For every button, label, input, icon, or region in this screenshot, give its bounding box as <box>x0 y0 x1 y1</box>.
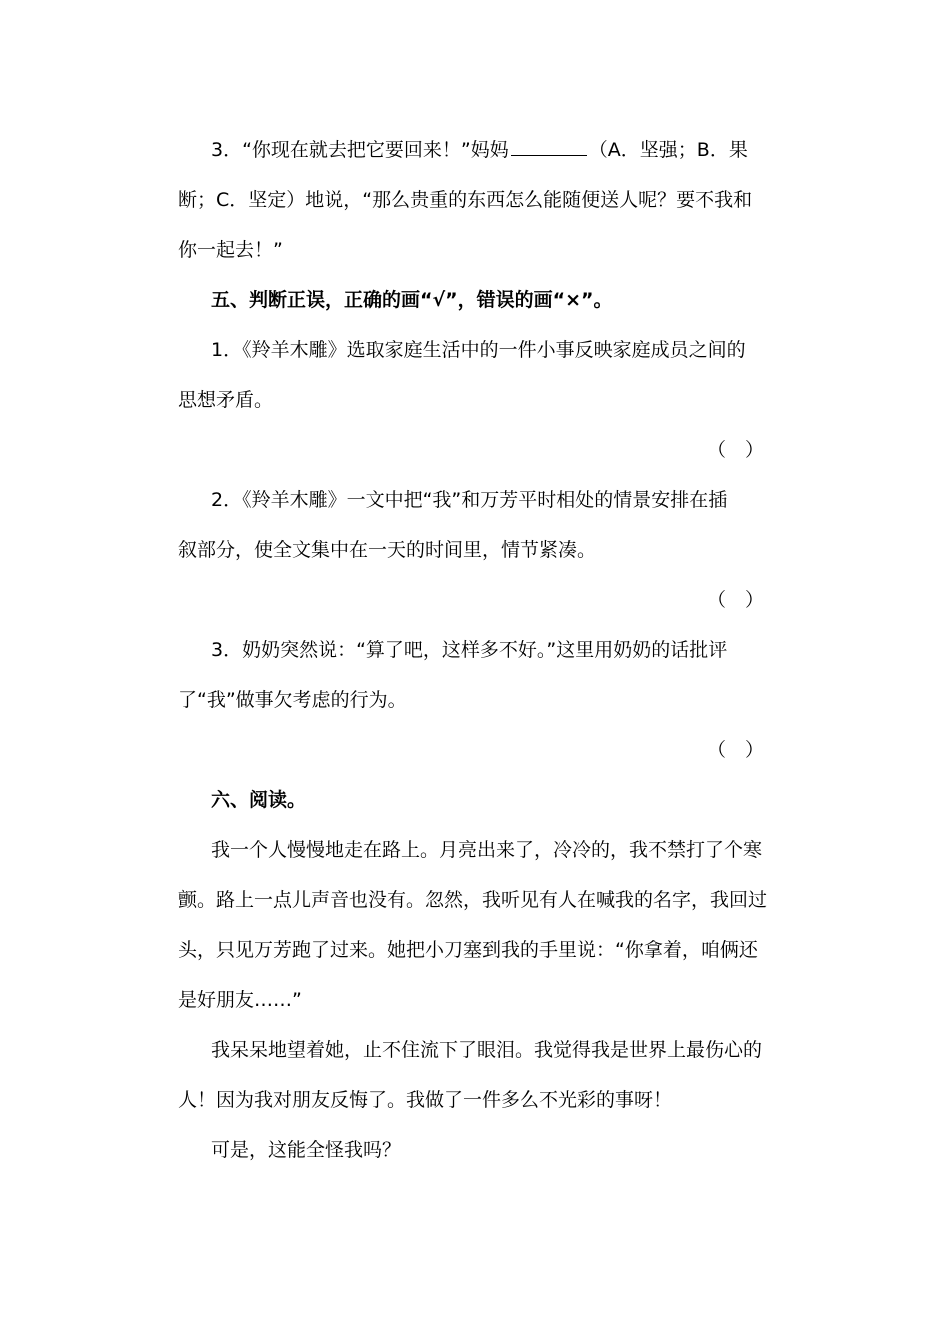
answer-blank[interactable] <box>511 137 587 156</box>
section-heading: 五、判断正误，正确的画“√”，错误的画“×”。 <box>211 289 613 311</box>
reading-line: 我呆呆地望着她，止不住流下了眼泪。我觉得我是世界上最伤心的 <box>211 1039 763 1061</box>
judge-item-line: 1．《羚羊木雕》选取家庭生活中的一件小事反映家庭成员之间的 <box>211 339 746 361</box>
question-line: 你一起去！” <box>178 239 283 261</box>
reading-line: 我一个人慢慢地走在路上。月亮出来了，冷冷的，我不禁打了个寒 <box>211 839 763 861</box>
answer-bracket[interactable]: （ ） <box>706 589 764 611</box>
judge-item-line: 了“我”做事欠考虑的行为。 <box>178 689 407 711</box>
reading-line: 头，只见万芳跑了过来。她把小刀塞到我的手里说：“你拿着，咱俩还 <box>178 939 758 961</box>
reading-line: 颤。路上一点儿声音也没有。忽然，我听见有人在喊我的名字，我回过 <box>178 889 768 911</box>
question-text: （A．坚强；B．果 <box>588 139 748 161</box>
judge-item-line: 2．《羚羊木雕》一文中把“我”和万芳平时相处的情景安排在插 <box>211 489 728 511</box>
answer-bracket[interactable]: （ ） <box>706 739 764 761</box>
judge-item-line: 叙部分，使全文集中在一天的时间里，情节紧凑。 <box>178 539 597 561</box>
judge-item-line: 思想矛盾。 <box>178 389 274 411</box>
question-text: 3．“你现在就去把它要回来！”妈妈 <box>211 139 509 161</box>
question-line: 断；C．坚定）地说，“那么贵重的东西怎么能随便送人呢？要不我和 <box>178 189 753 211</box>
reading-line: 是好朋友……” <box>178 989 302 1011</box>
reading-line: 人！因为我对朋友反悔了。我做了一件多么不光彩的事呀！ <box>178 1089 673 1111</box>
reading-line: 可是，这能全怪我吗？ <box>211 1139 402 1161</box>
question-line <box>178 125 772 175</box>
judge-item-line: 3．奶奶突然说：“算了吧，这样多不好。”这里用奶奶的话批评 <box>211 639 728 661</box>
answer-bracket[interactable]: （ ） <box>706 439 764 461</box>
document-page <box>178 125 772 1175</box>
section-heading: 六、阅读。 <box>211 789 307 811</box>
